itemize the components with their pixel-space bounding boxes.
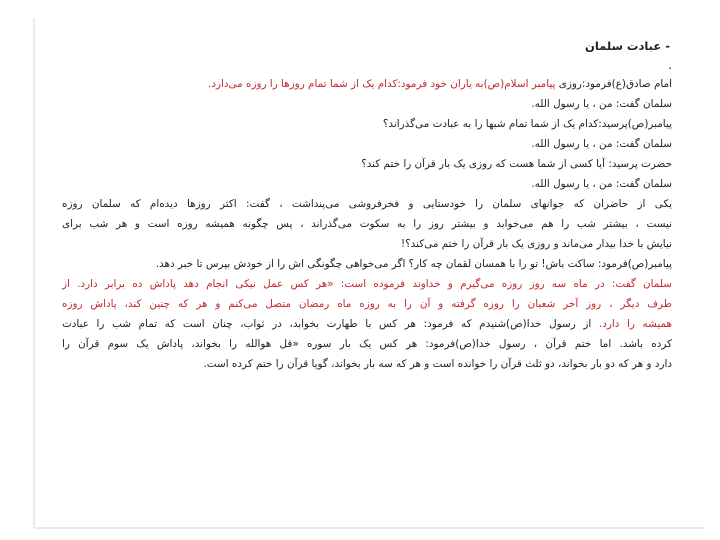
text-segment: سلمان گفت: در ماه سه روز روزه می‌گیرم و خداوند فرموده است: «هر کس عمل نیکی انجام دهد پاداش ده برابر دارد. از [62,278,672,290]
text-segment: پیامبر(ص)پرسید:کدام یک از شما تمام شبها را به عبادت می‌گذراند؟ [382,118,672,130]
text-segment: امام صادق(ع)فرمود:روزی [555,78,672,90]
text-segment: حضرت پرسید: آیا کسی از شما هست که روزی یک بار قرآن را ختم کند؟ [361,158,672,170]
text-line [62,314,672,334]
text-line [62,114,672,134]
text-segment: پیامبر(ص)فرمود: ساکت باش! تو را با همسان لقمان چه کار؟ اگر می‌خواهی چگونگی اش را از خودش بپرس تا خبر دهد. [155,258,672,270]
text-segment: نیست ، بیشتر شب را هم می‌خوابد و بیشتر روز را به سکوت می‌گذراند ، پس چگونه همیشه روزه است و هر شب برای [62,218,672,230]
text-line [62,134,672,154]
text-segment: نیایش با خدا بیدار می‌ماند و روزی یک بار قرآن را ختم می‌کند؟! [401,238,672,250]
text-line [62,194,672,214]
text-line [62,354,672,374]
text-line [62,234,672,254]
text-line [62,174,672,194]
text-segment: از رسول خدا(ص)شنیدم که فرمود: هر کس با طهارت بخوابد، در ثواب، چنان است که تمام شب را عبادت [62,318,592,330]
slide-text-area [62,36,672,374]
slide-title: - عبادت سلمان [585,39,670,53]
text-segment: سلمان گفت: من ، یا رسول الله. [531,98,672,110]
text-segment: کرده باشد. اما ختم قرآن ، رسول خدا(ص)فرمود: هر کس یک بار سوره «قل هوالله را بخواند، پاداش یک سوم قرآن را [62,338,672,350]
text-segment: سلمان گفت: من ، یا رسول الله. [531,138,672,150]
text-line [62,74,672,94]
paragraph-lines [62,74,672,374]
text-segment: پیامبر اسلام(ص)به یاران خود فرمود:کدام یک از شما تمام روزها را روزه می‌دارد. [208,78,556,90]
text-line [62,94,672,114]
text-segment: سلمان گفت: من ، یا رسول الله. [531,178,672,190]
text-line [62,294,672,314]
text-line [62,154,672,174]
text-segment: همیشه را دارد. [591,318,672,330]
text-line [62,334,672,354]
bullet-dot: . [668,58,672,72]
text-line [62,274,672,294]
text-line [62,254,672,274]
text-line [62,214,672,234]
text-segment: طرف دیگر ، روز آخر شعبان را روزه گرفته و آن را به روزه ماه رمضان متصل می‌کنم و هر که چنین کند، پاداش روزه [62,298,672,310]
text-segment: یکی از حاضران که جوانهای سلمان را خودستایی و فخرفروشی می‌پنداشت ، گفت: اکثر روزها دیده‌ام که سلمان روزه [62,198,672,210]
text-segment: دارد و هر که دو بار بخواند، دو ثلث قرآن را خوانده است و هر که سه بار بخواند، گویا قرآن را ختم کرده است. [203,358,672,370]
